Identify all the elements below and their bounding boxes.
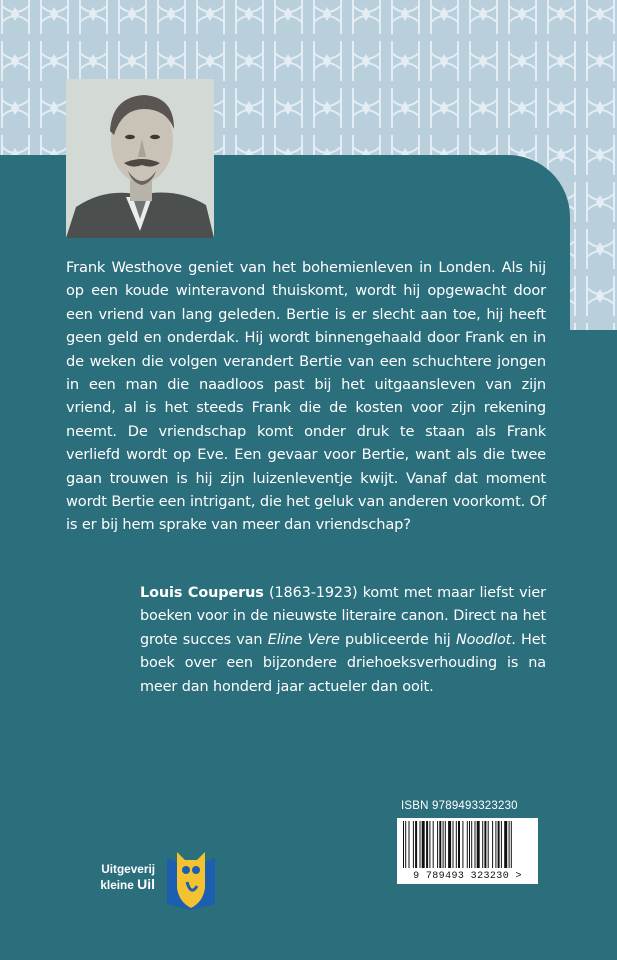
publisher-name [75,862,155,892]
barcode-number: 9 789493 323230 > [413,871,522,882]
barcode [397,818,538,884]
author-portrait [66,79,214,238]
publisher-line2a: kleine [100,877,138,892]
author-bio [140,582,546,699]
publisher-line2b: Uil [137,875,155,892]
owl-logo [163,848,219,914]
author-bio-part1: (1863-1923) komt met maar liefst vier boeken voor in de nieuwste literaire canon. Direct na het grote succes van [140,585,546,648]
isbn-label: ISBN 9789493323230 [401,800,518,812]
blurb-text: Frank Westhove geniet van het bohemienleven in Londen. Als hij op een koude winteravond thuiskomt, wordt hij opgewacht door een vriend van lang geleden. Bertie is er slecht aan toe, hij heeft geen geld en onderdak. Hij wordt binnengehaald door Frank en in de weken die volgen verandert Bertie van een schuchtere jongen in een man die naadloos past bij het uitgaansleven van zijn vriend, al is het steeds Frank die de kosten voor zijn rekening neemt. De vriendschap komt onder druk te staan als Frank verliefd wordt op Eve. Een gevaar voor Bertie, want als die twee gaan trouwen is hij zijn luizenleventje kwijt. Vanaf dat moment wordt Bertie een intrigant, die het geluk van anderen voorkomt. Of is er bij hem sprake van meer dan vriendschap? [66,259,546,534]
author-bio-part2: publiceerde hij [339,631,456,648]
book-title-noodlot: Noodlot [455,631,512,648]
barcode-bars [397,818,538,870]
author-bio-part3: . Het boek over een bijzondere driehoeksverhouding is na meer dan honderd jaar actueler dan ooit. [140,631,546,695]
publisher-line1: Uitgeverij [101,862,155,876]
book-title-eline-vere: Eline Vere [267,631,340,648]
author-name: Louis Couperus [140,585,264,601]
